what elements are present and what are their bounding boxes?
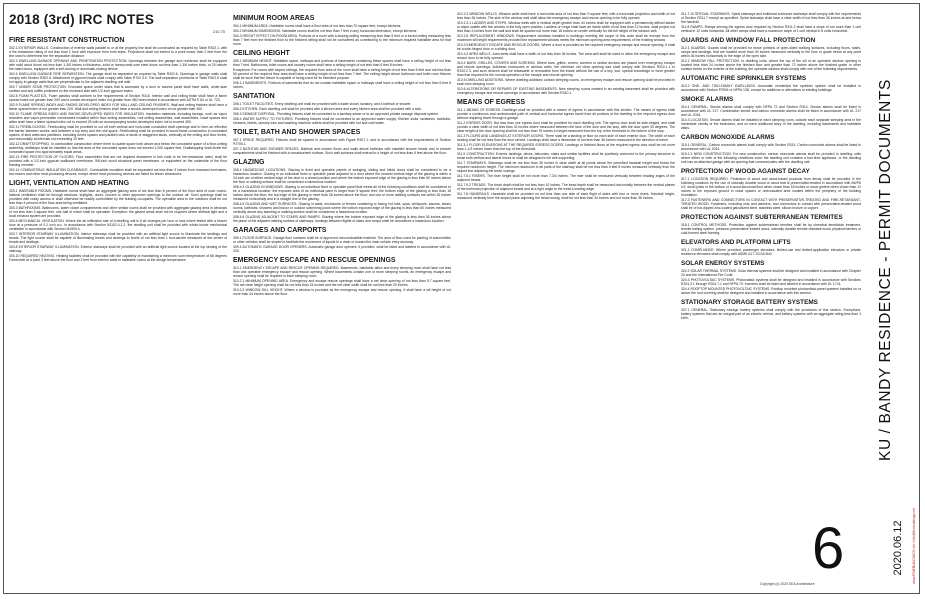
code-note-paragraph: 309.4 AUTOMATIC GARAGE DOOR OPENERS. Automatic garage door openers, if provided, shall be listed and labeled in accordance with UL 325. [233, 245, 451, 253]
notes-section [233, 50, 451, 89]
code-note-paragraph: 302.6 DWELLING-GARAGE FIRE SEPARATION. The garage shall be separated as required by Table R302.6. Openings in garage walls shall comply with Section R302.5. Attachment of gypsum board shall comply with Table R702.3.5. The wall separation provisions of Table R302.6 shall not apply to garage walls that are perpendicular to the adjacent dwelling unit wall. [9, 72, 227, 84]
code-note-paragraph: 324.2 SOLAR THERMAL SYSTEMS. Solar thermal systems shall be designed and installed in accordance with Chapter 23 and the International Fire Code. [681, 269, 861, 277]
code-note-paragraph: 308.4.3 GLAZING IN WINDOWS. Glazing in an individual fixed or operable panel that meets all of the following conditions shall be considered to be a hazardous location: the exposed area of an individual pane is larger than 9 square feet; the bottom edge of the glazing is less than 18 inches above the floor; the top edge of the glazing is more than 36 inches above the floor; and one or more walking surfaces are within 36 inches measured horizontally and in a straight line of the glazing. [233, 185, 451, 201]
code-note-paragraph: 314.3 LOCATION. Smoke alarms shall be installed in each sleeping room, outside each separate sleeping area in the immediate vicinity of the bedrooms, and on each additional story of the dwelling, including basements and habitable attics. [681, 118, 861, 130]
column-1-sections [9, 37, 227, 262]
notes-section [457, 99, 675, 200]
notes-section [681, 214, 861, 235]
code-note-paragraph: 306.4 WATER SUPPLY TO FIXTURES. Plumbing fixtures shall be connected to an approved water supply. Kitchen sinks, lavatories, bathtubs, showers, bidets, laundry tubs and washing machine outlets shall be provided with hot and cold water. [233, 117, 451, 125]
code-note-paragraph: 311.3.1 FLOOR ELEVATIONS AT THE REQUIRED EGRESS DOORS. Landings or finished floors at the required egress door shall be not more than 1-1/2 inches lower than the top of the threshold. [457, 143, 675, 151]
code-note-paragraph: 303.8 EXTERIOR STAIRWAY ILLUMINATION. Exterior stairways shall be provided with an artificial light source located at the top landing of the stairway. [9, 245, 227, 253]
code-note-paragraph: 303.4 MECHANICAL VENTILATION. Where the air infiltration rate of a dwelling unit is 5 air changes per hour or less where tested with a blower door at a pressure of 0.2 inch w.c. in accordance with Section N1102.4.1.2, the dwelling unit shall be provided with whole-house mechanical ventilation in accordance with Section M1505.4. [9, 219, 227, 231]
notes-section [681, 37, 861, 71]
code-note-paragraph: 302.8 FOAM PLASTICS. Foam plastics shall conform to the requirements of Section R316. Interior wall and ceiling finish shall have a flame spread index not greater than 200 and a smoke-developed index not greater than 450 when tested in accordance with ASTM E 84 or UL 723. [9, 94, 227, 102]
section-heading: CARBON MONOXIDE ALARMS [681, 134, 775, 141]
code-note-paragraph: 308.4.6 GLAZING ADJACENT TO STAIRS AND RAMPS. Glazing where the bottom exposed edge of the glazing is less than 36 inches above the plane of the adjacent walking surface of stairways, landings between flights of stairs and ramps shall be considered a hazardous location. [233, 215, 451, 223]
section-heading: SANITATION [233, 93, 275, 100]
notes-section [681, 299, 861, 320]
code-note-paragraph: 321.1 COMPLIANCE. Where provided, passenger elevators, limited-use and limited-application elevators or private residence elevators shall comply with ASME A17.1/CSA B44. [681, 248, 861, 256]
revision-number: 210.75 [212, 29, 225, 34]
code-note-paragraph: 307.1 SPACE REQUIRED. Fixtures shall be spaced in accordance with Figure R307.1, and in accordance with the requirements of Section P2705.1. [233, 138, 451, 146]
section-heading: FIRE RESISTANT CONSTRUCTION [9, 37, 125, 44]
section-heading: MEANS OF EGRESS [457, 99, 526, 106]
notes-section [681, 134, 861, 164]
code-note-paragraph: 308.4 HAZARDOUS LOCATIONS. Glazing in fixed and operable panels of swinging, sliding and bifold doors shall be considered to be a hazardous location. Glazing in an individual fixed or operable panel adjacent to a door where the nearest vertical edge of the glazing is within a 24-inch arc of either vertical edge of the door in a closed position and where the bottom exposed edge of the glazing is less than 60 inches above the floor or walking surface shall be considered a hazardous location. [233, 168, 451, 184]
section-heading: PROTECTION AGAINST SUBTERRANEAN TERMITES [681, 214, 843, 221]
sheet-number: 6 [812, 516, 845, 581]
code-note-paragraph: 305.1.1 BASEMENTS. Portions of basements that do not contain habitable space or hallways shall have a ceiling height of not less than 6 feet 8 inches. [233, 81, 451, 89]
code-note-paragraph: 306.1 TOILET FACILITIES. Every dwelling unit shall be provided with a water closet, lavatory, and a bathtub or shower. [233, 102, 412, 106]
section-heading: AUTOMATIC FIRE SPRINKLER SYSTEMS [681, 75, 807, 82]
section-heading: SMOKE ALARMS [681, 96, 734, 103]
section-heading: EMERGENCY ESCAPE AND RESCUE OPENINGS [233, 257, 396, 264]
code-note-paragraph: 311.5 CONSTRUCTION. Exterior landings, decks, balconies, stairs and similar facilities shall be positively anchored to the primary structure to resist both vertical and lateral forces or shall be designed to be self-supporting. [457, 152, 675, 160]
firm-contact: www.FINEBUILDINGS.net / info@finebuildings.net [912, 508, 916, 584]
code-note-paragraph: 312.1 GUARDS. Guards shall be provided for those portions of open-sided walking surfaces, including floors, stairs, ramps and landings, that are located more than 30 inches measured vertically to the floor or grade below at any point within 36 inches horizontally to the edge of the open side. [681, 46, 861, 58]
code-note-paragraph: 302.10 FLAME SPREAD INDEX AND SMOKE-DEVELOPED INDEX FOR INSULATION. Insulation materials, including facings, such as vapor retarders and vapor-permeable membranes installed within floor-ceiling assemblies, roof-ceiling assemblies, wall assemblies, crawl spaces and attics shall have a flame spread index not to exceed 25 with an accompanying smoke-developed index not to exceed 450. [9, 112, 227, 124]
code-note-paragraph: 310.3 EMERGENCY ESCAPE AND RESCUE DOORS. Where a door is provided as the required emergency escape and rescue opening, it shall be a side-hinged door or a sliding door. [457, 43, 675, 51]
code-note-paragraph: 310.4 BARS, GRILLES, COVERS AND SCREENS. Where bars, grilles, covers, screens or similar devices are placed over emergency escape and rescue openings, bulkhead enclosures or window wells, the minimum net clear opening size shall comply with Sections R310.1.1 to R310.2.3, and such devices shall be releasable or removable from the inside without the use of a key, tool, special knowledge or force greater than that required for the normal operation of the escape and rescue opening. [457, 61, 675, 77]
section-heading: ELEVATORS AND PLATFORM LIFTS [681, 239, 791, 246]
section-heading: CEILING HEIGHT [233, 50, 290, 57]
code-note-paragraph: 310.2.5 REPLACEMENT WINDOWS. Replacement windows installed in buildings meeting the scope of this code shall be exempt from the maximum sill height requirements provided the replacement window meets the minimum opening area requirements of the existing window. [457, 34, 675, 42]
code-note-paragraph: 302.12 DRAFTSTOPPING. In combustible construction where there is usable space both above and below the concealed space of a floor-ceiling assembly, draftstops shall be installed so that the area of the concealed space does not exceed 1,000 square feet. Draftstopping shall divide the concealed space into approximately equal areas. [9, 142, 227, 154]
notes-section [681, 96, 861, 130]
code-note-paragraph: 311.8 RAMPS. Ramps serving the egress door required by Section R311.2 shall have a slope of not more than 1 unit vertical in 12 units horizontal. All other ramps shall have a maximum slope of 1 unit vertical in 8 units horizontal. [681, 25, 861, 33]
code-note-paragraph: 302.3 DWELLING-GARAGE OPENING AND PENETRATION PROTECTION. Openings between the garage and residence shall be equipped with solid wood doors not less than 1-3/8 inches in thickness, solid or honeycomb-core steel doors not less than 1-3/8 inches thick, or 20-minute fire-rated doors, equipped with a self-closing or automatic-closing device. [9, 59, 227, 71]
code-note-paragraph: 311.3 FLOORS AND LANDINGS AT EXTERIOR DOORS. There shall be a landing or floor on each side of each exterior door. The width of each landing shall be not less than the door served. Landings shall have a dimension of not less than 36 inches measured in the direction of travel. [457, 134, 675, 142]
code-note-paragraph: 311.1 MEANS OF EGRESS. Dwellings shall be provided with a means of egress in accordance with this section. The means of egress shall provide a continuous and unobstructed path of vertical and horizontal egress travel from all portions of the dwelling to the required egress door without requiring travel through a garage. [457, 108, 675, 120]
section-heading: TOILET, BATH AND SHOWER SPACES [233, 129, 361, 136]
notes-section [233, 15, 451, 46]
code-note-paragraph: 310.3.2 AREA WELLS. Area wells shall have a width of not less than 36 inches. The area well shall be sized to allow the emergency escape and rescue door to be fully opened. [457, 52, 675, 60]
code-note-paragraph: 302.9 FLAME SPREAD INDEX AND SMOKE-DEVELOPED INDEX FOR WALL AND CEILING FINISHES. Wall and ceiling finishes shall have a flame spread index of not greater than 200. Wall and ceiling finishes shall have a smoke-developed index of not greater than 450. [9, 103, 227, 111]
code-note-paragraph: 324.4 ROOFTOP MOUNTED PHOTOVOLTAIC SYSTEMS. Rooftop mounted photovoltaic panel systems installed on or above the roof covering shall be designed and installed in accordance with this section. [681, 287, 861, 295]
section-heading: MINIMUM ROOM AREAS [233, 15, 315, 22]
notes-column-3 [457, 12, 675, 592]
code-note-paragraph: 303.7 INTERIOR STAIRWAY ILLUMINATION. Interior stairways shall be provided with an artificial light source to illuminate the landings and treads. The light source shall be capable of illuminating treads and landings to levels of not less than 1 foot-candle measured at the center of treads and landings. [9, 232, 227, 244]
column-2-sections [233, 15, 451, 296]
section-heading: SOLAR ENERGY SYSTEMS [681, 260, 765, 267]
column-4-sections [681, 12, 861, 320]
notes-column-4 [681, 12, 861, 592]
code-note-paragraph: 314.1 GENERAL. Smoke alarms shall comply with NFPA 72 and Section R314. Smoke alarms shall be listed in accordance with UL 217. Combination smoke and carbon monoxide alarms shall be listed in accordance with UL 217 and UL 2034. [681, 105, 861, 117]
code-note-paragraph: 307.2 BATHTUB AND SHOWER SPACES. Bathtub and shower floors and walls above bathtubs with installed shower heads and in shower compartments shall be finished with a nonabsorbent surface. Such wall surfaces shall extend to a height of not less than 6 feet above the floor. [233, 147, 451, 155]
code-note-paragraph: 302.7 UNDER STAIR PROTECTION. Enclosed space under stairs that is accessed by a door or access panel shall have walls, under-stair surface and any soffits protected on the enclosed side with 1/2-inch gypsum board. [9, 85, 227, 93]
code-note-paragraph: 302.14 COMBUSTIBLE INSULATION CLEARANCE. Combustible insulation shall be separated not less than 3 inches from recessed luminaires, fan motors and other heat-producing devices, except where heat-producing devices are listed for lesser clearances. [9, 168, 227, 176]
code-note-paragraph: 310.2.3 WINDOW WELLS. Window wells shall have a horizontal area of not less than 9 square feet, with a horizontal projection and width of not less than 36 inches. The size of the window well shall allow the emergency escape and rescue opening to be fully opened. [457, 12, 675, 20]
code-note-paragraph: 317.3 FASTENERS AND CONNECTORS IN CONTACT WITH PRESERVATIVE-TREATED AND FIRE-RETARDANT-TREATED WOOD. Fasteners, including nuts and washers, and connectors in contact with preservative-treated wood shall be of hot-dipped zinc-coated galvanized steel, stainless steel, silicon bronze or copper. [681, 198, 861, 210]
code-note-paragraph: 306.3 SEWAGE DISPOSAL. Plumbing fixtures shall be connected to a sanitary sewer or to an approved private sewage disposal system. [233, 112, 439, 116]
code-note-paragraph: 305.1 MINIMUM HEIGHT. Habitable space, hallways and portions of basements containing these spaces shall have a ceiling height of not less than 7 feet. Bathrooms, toilet rooms and laundry rooms shall have a ceiling height of not less than 6 feet 8 inches. [233, 59, 451, 67]
section-heading: PROTECTION OF WOOD AGAINST DECAY [681, 168, 810, 175]
notes-column-2 [233, 12, 451, 592]
code-note-paragraph: 310.2.2 WINDOW SILL HEIGHT. Where a window is provided as the emergency escape and rescue opening, it shall have a sill height of not more than 44 inches above the floor. [233, 288, 451, 296]
notes-section [681, 75, 861, 92]
code-note-paragraph: 308.4.5 GLAZING AND WET SURFACES. Glazing in walls, enclosures or fences containing or facing hot tubs, spas, whirlpools, saunas, steam rooms, bathtubs, showers and indoor or outdoor swimming pools where the bottom exposed edge of the glazing is less than 60 inches measured vertically above any standing or walking surface shall be considered a hazardous location. [233, 202, 451, 214]
project-title: KU / BANDY RESIDENCE - PERMIT DOCUMENTS [877, 79, 894, 461]
section-heading: LIGHT, VENTILATION AND HEATING [9, 180, 130, 187]
code-note-paragraph: 311.7.5.1 RISERS. The riser height shall be not more than 7-3/4 inches. The riser shall be measured vertically between leading edges of the adjacent treads. [457, 174, 675, 182]
code-note-paragraph: 302.11 FIREBLOCKING. Fireblocking shall be provided to cut off both vertical and horizontal concealed draft openings and to form an effective fire barrier between stories, and between a top story and the roof space. Fireblocking shall be provided in wood-frame construction in concealed spaces of stud walls and partitions, including furred spaces and parallel rows of studs or staggered studs, vertically at the ceiling and floor levels, and horizontally at intervals not exceeding 10 feet. [9, 125, 227, 141]
code-note-paragraph: 311.7.5.2 TREADS. The tread depth shall be not less than 10 inches. The tread depth shall be measured horizontally between the vertical planes of the foremost projection of adjacent treads and at a right angle to the tread's leading edge. [457, 183, 675, 191]
code-note-paragraph: 310.6 ALTERATIONS OR REPAIRS OF EXISTING BASEMENTS. New sleeping rooms created in an existing basement shall be provided with emergency escape and rescue openings in accordance with Section R310.1. [457, 87, 675, 95]
code-note-paragraph: 315.1 GENERAL. Carbon monoxide alarms shall comply with Section R315. Carbon monoxide alarms shall be listed in accordance with UL 2034. [681, 143, 861, 151]
notes-section [233, 257, 451, 296]
code-note-paragraph: 302.1 EXTERIOR WALLS. Construction of exterior walls parallel to or at the property line shall be constructed as required by Table R302.1, with a fire-resistance rating of not less than 1 hour with exposure from both sides. Projections shall not extend to a point closer than 2 feet from the line used to determine the fire separation distance. [9, 46, 227, 58]
code-note-paragraph: 312.2 WINDOW FALL PROTECTION. In dwelling units, where the top of the sill of an operable window opening is located less than 24 inches above the finished floor and greater than 72 inches above the finished grade or other surface below on the exterior of the building, the operable window shall comply with one of the following requirements. [681, 59, 861, 71]
section-heading: GUARDS AND WINDOW FALL PROTECTION [681, 37, 816, 44]
notes-section [233, 93, 451, 125]
section-heading: GLAZING [233, 159, 265, 166]
code-note-paragraph: 327.1 GENERAL. Stationary storage battery systems shall comply with the provisions of this section. Exceptions: battery systems that are an integral part of an electric vehicle, and battery systems with an aggregate rating less than 1 kWh. [681, 308, 861, 320]
code-note-paragraph: 317.1 LOCATION REQUIRED. Protection of wood and wood-based products from decay shall be provided in the following locations by the use of naturally durable wood or wood that is preservative-treated in accordance with AWPA U1: wood joists or the bottom of a wood structural floor when closer than 18 inches or wood girders when closer than 12 inches to the exposed ground in crawl spaces or unexcavated area located within the periphery of the building foundation. [681, 177, 861, 197]
notes-section [233, 159, 451, 223]
code-note-paragraph: 310.1 EMERGENCY ESCAPE AND RESCUE OPENING REQUIRED. Basements, habitable attics and every sleeping room shall have not less than one operable emergency escape and rescue opening. Where basements contain one or more sleeping rooms, an emergency escape and rescue opening shall be required in each sleeping room. [233, 266, 451, 278]
code-note-paragraph: 313.2 ONE- AND TWO-FAMILY DWELLINGS. Automatic residential fire sprinkler system shall be installed in accordance with Section P2904 or NFPA 13D, except for additions or alterations to existing buildings. [681, 84, 861, 92]
copyright-note: Copyright (c) 2020 DEA Architecture [760, 582, 815, 586]
notes-section [457, 12, 675, 95]
issue-date: 2020.06.12 [892, 520, 904, 576]
code-note-paragraph: 306.2 KITCHEN. Each dwelling unit shall be provided with a kitchen area and every kitchen area shall be provided with a sink. [233, 107, 422, 111]
notes-section [9, 37, 227, 176]
code-note-paragraph: 318.1 CONTROL METHODS. Protection against subterranean termites shall be by chemical termiticide treatment, termite baiting system, pressure-preservative treated wood, naturally durable termite-resistant wood, physical barriers or cold-formed steel framing. [681, 223, 861, 235]
document-title: 2018 (3rd) IRC NOTES [9, 12, 155, 27]
code-note-paragraph: Exceptions: For rooms with sloped ceilings, the required floor area of the room shall have a ceiling height of not less than 5 feet and not less than 50 percent of the required floor area shall have a ceiling height of not less than 7 feet. The ceiling height above bathroom and toilet room fixtures shall be such that the fixture is capable of being used for its intended purpose. [233, 68, 451, 80]
code-note-paragraph: 310.2.3.1 LADDER AND STEPS. Window wells with a vertical depth greater than 44 inches shall be equipped with a permanently affixed ladder or steps usable with the window in the fully open position. Ladders or rungs shall have an inside width of not less than 12 inches, shall project not less than 3 inches from the wall and shall be spaced not more than 18 inches on center vertically for the full height of the window well. [457, 21, 675, 33]
code-note-paragraph: 302.13 FIRE PROTECTION OF FLOORS. Floor assemblies that are not required elsewhere in this code to be fire-resistance rated, shall be provided with a 1/2-inch gypsum wallboard membrane, 5/8-inch wood structural panel membrane, or equivalent on the underside of the floor framing member. [9, 155, 227, 167]
notes-section [9, 180, 227, 262]
notes-section [681, 260, 861, 295]
code-note-paragraph: 303.1 HABITABLE ROOMS. Habitable rooms shall have an aggregate glazing area of not less than 8 percent of the floor area of such rooms. Natural ventilation shall be through windows, skylights, doors, louvers or other approved openings to the outdoor air. Such openings shall be provided with ready access or shall otherwise be readily controllable by the building occupants. The openable area to the outdoors shall be not less than 4 percent of the floor area being ventilated. [9, 189, 227, 205]
notes-section [233, 129, 451, 155]
code-note-paragraph: 311.7.10 SPECIAL STAIRWAYS. Spiral stairways and bulkhead enclosure stairways shall comply with the requirements of Section R311.7 except as specified. Spiral stairways shall have a clear width of not less than 26 inches at and below the handrail. [681, 12, 861, 24]
code-note-paragraph: 304.3 HEIGHT EFFECT ON ROOM AREA. Portions of a room with a sloping ceiling measuring less than 5 feet or a furred ceiling measuring less than 7 feet from the finished floor to the finished ceiling shall not be considered as contributing to the minimum required habitable area for that room. [233, 34, 451, 46]
code-note-paragraph: 311.2 EGRESS DOOR. Not less than one egress door shall be provided for each dwelling unit. The egress door shall be side-hinged, and shall provide a clear width of not less than 32 inches where measured between the face of the door and the stop, with the door open 90 degrees. The clear height of the door opening shall be not less than 78 inches in height measured from the top of the threshold to the bottom of the stop. [457, 121, 675, 133]
code-note-paragraph: 311.7.8 HANDRAILS. Handrails shall be provided on not less than one side of each flight of stairs with four or more risers. Handrail height, measured vertically from the sloped plane adjoining the tread nosing, shall be not less than 34 inches and not more than 38 inches. [457, 192, 675, 200]
code-note-paragraph: 309.1 FLOOR SURFACE. Garage floor surfaces shall be of approved noncombustible material. The area of floor used for parking of automobiles or other vehicles shall be sloped to facilitate the movement of liquids to a drain or toward the main vehicle entry doorway. [233, 236, 451, 244]
code-note-paragraph: 310.2.1 MINIMUM OPENING AREA. Emergency and escape rescue openings shall have a net clear opening of not less than 5.7 square feet. The net clear height opening shall be not less than 24 inches and the net clear width shall be not less than 20 inches. [233, 279, 451, 287]
code-note-paragraph: 303.3 BATHROOMS. Bathrooms, water closet compartments and other similar rooms shall be provided with aggregate glazing area in windows of not less than 3 square feet, one-half of which shall be openable. Exception: the glazed areas shall not be required where artificial light and a local exhaust system are provided. [9, 206, 227, 218]
notes-section [681, 168, 861, 210]
notes-section [681, 12, 861, 33]
code-note-paragraph: 310.5 DWELLING ADDITIONS. Where dwelling additions contain sleeping rooms, an emergency escape and rescue opening shall be provided in each new sleeping room. [457, 78, 675, 86]
notes-section [681, 239, 861, 256]
title-strip [866, 12, 906, 532]
code-note-paragraph: 315.2.1 NEW CONSTRUCTION. For new construction, carbon monoxide alarms shall be provided in dwelling units where either or both of the following conditions exist: the dwelling unit contains a fuel-fired appliance, or the dwelling unit has an attached garage with an opening that communicates with the dwelling unit. [681, 152, 861, 164]
notes-section [233, 227, 451, 253]
code-note-paragraph: 304.1 MINIMUM AREA. Habitable rooms shall have a floor area of not less than 70 square feet, except kitchens. [233, 24, 402, 28]
section-heading: GARAGES AND CARPORTS [233, 227, 327, 234]
notes-column-1 [9, 12, 227, 592]
code-note-paragraph: 324.3 PHOTOVOLTAIC SYSTEMS. Photovoltaic systems shall be designed and installed in accordance with Sections R324.3.1 through R324.7.1 and NFPA 70. Inverters shall be listed and labeled in accordance with UL 1741. [681, 278, 861, 286]
column-3-sections [457, 12, 675, 200]
code-note-paragraph: 304.2 MINIMUM DIMENSIONS. Habitable rooms shall be not less than 7 feet in any horizontal dimension, except kitchens. [233, 29, 418, 33]
section-heading: STATIONARY STORAGE BATTERY SYSTEMS [681, 299, 818, 306]
code-note-paragraph: 311.7 STAIRWAYS. Stairways shall be not less than 36 inches in clear width at all points above the permitted handrail height and below the required headroom height. The minimum headroom in all parts of the stairway shall be not less than 6 feet 8 inches measured vertically from the sloped line adjoining the tread nosings. [457, 161, 675, 173]
code-note-paragraph: 303.10 REQUIRED HEATING. Heating facilities shall be provided with the capability of maintaining a minimum room temperature of 68 degrees Fahrenheit at a point 3 feet above the floor and 2 feet from exterior walls in habitable rooms at the design temperature. [9, 254, 227, 262]
